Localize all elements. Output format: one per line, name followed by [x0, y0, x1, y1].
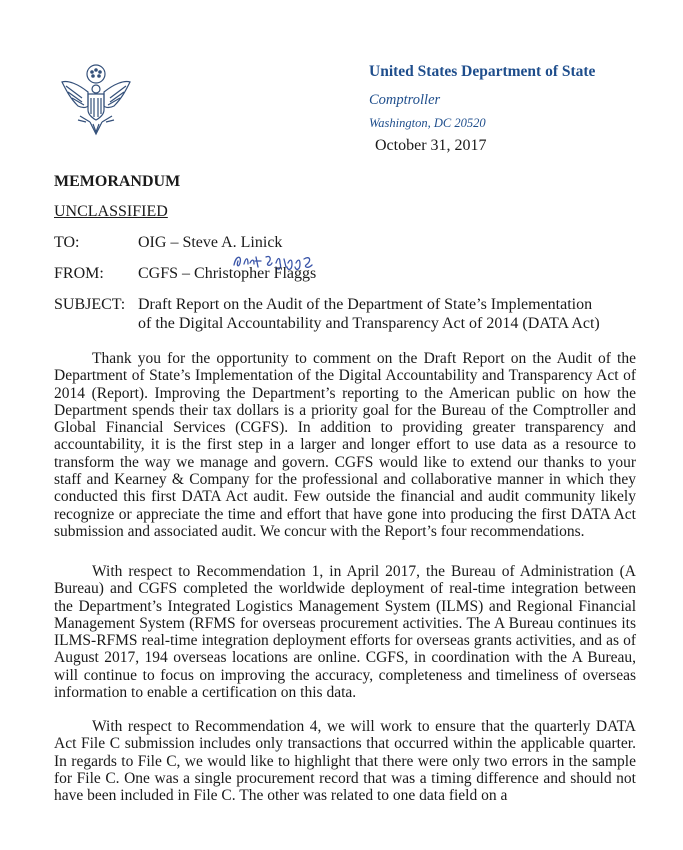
- paragraph-text: With respect to Recommendation 1, in April 2017, the Bureau of Administration (A Bureau) and CGFS completed the worldwide deployment of real-time integration between the Department’s Integrated Logistics Management System (ILMS) and Regional Financial Management System (RFMS for overseas procurement activities. The A Bureau continues its ILMS-RFMS real-time integration deployment efforts for overseas grants activities, and as of August 2017, 194 overseas locations are online. CGFS, in coordination with the A Bureau, will continue to focus on improving the accuracy, completeness and timeliness of overseas information to enable a certification on this data.: [54, 563, 636, 702]
- office-address: Washington, DC 20520: [369, 116, 486, 130]
- subject-value: Draft Report on the Audit of the Department of State’s Implementation of the Digital Accountability and Transparency Act of 2014 (DATA Act): [138, 296, 600, 332]
- great-seal-icon: [58, 62, 134, 142]
- paragraph-text: With respect to Recommendation 4, we will work to ensure that the quarterly DATA Act File C submission includes only transactions that occurred within the applicable quarter. In regards to File C, we would like to highlight that there were only two errors in the sample for File C. One was a single procurement record that was a timing difference and should not have been included in File C. The other was related to one data field on a: [54, 718, 636, 805]
- office-name: Comptroller: [369, 92, 441, 108]
- body-paragraph-2: [54, 563, 636, 701]
- classification-label: UNCLASSIFIED: [54, 203, 168, 220]
- from-label: FROM:: [54, 265, 104, 282]
- memo-title: MEMORANDUM: [54, 173, 181, 190]
- body-paragraph-1: [54, 350, 636, 540]
- memo-date: October 31, 2017: [375, 137, 487, 154]
- from-value: CGFS – Christopher Flaggs: [138, 265, 317, 282]
- letterhead: [369, 62, 669, 155]
- department-name: United States Department of State: [369, 63, 596, 80]
- paragraph-text: Thank you for the opportunity to comment on the Draft Report on the Audit of the Department of State’s Implementation of the Digital Accountability and Transparency Act of 2014 (Report). Improving the Department’s reporting to the American public on how the Department spends their tax dollars is a priority goal for the Bureau of the Comptroller and Global Financial Services (CGFS). In addition to providing greater transparency and accountability, it is the first step in a larger and longer effort to use data as a resource to transform the way we manage and govern. CGFS would like to extend our thanks to your staff and Kearney & Company for the professional and collaborative manner in which they conducted this first DATA Act audit. Few outside the financial and audit community likely recognize or appreciate the time and effort that have gone into producing the first DATA Act submission and associated audit. We concur with the Report’s four recommendations.: [54, 350, 636, 540]
- body-paragraph-3: [54, 718, 636, 804]
- subject-label: SUBJECT:: [54, 296, 126, 313]
- to-label: TO:: [54, 234, 80, 251]
- to-value: OIG – Steve A. Linick: [138, 234, 283, 251]
